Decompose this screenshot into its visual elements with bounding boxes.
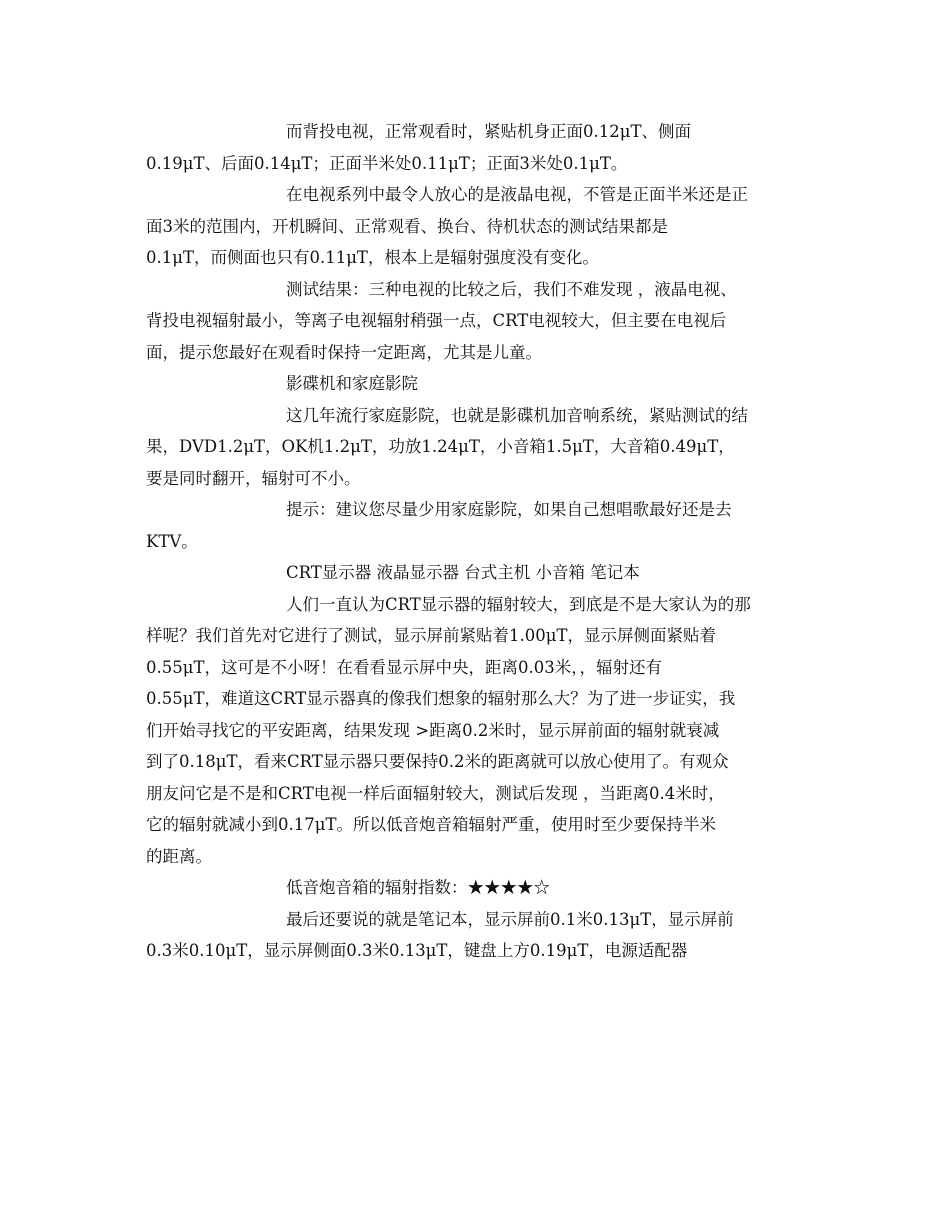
text-line: 面，提示您最好在观看时保持一定距离，尤其是儿童。: [146, 342, 542, 362]
text-line: 提示：建议您尽量少用家庭影院，如果自己想唱歌最好还是去: [286, 500, 732, 519]
text-line: CRT显示器 液晶显示器 台式主机 小音箱 笔记本: [286, 563, 640, 582]
text-line: 测试结果：三种电视的比较之后，我们不难发现 ，液晶电视、: [286, 279, 737, 299]
text-line: 朋友问它是不是和CRT电视一样后面辐射较大，测试后发现 ，当距离0.4米时，: [146, 783, 725, 803]
text-line: 而背投电视，正常观看时，紧贴机身正面0.12μT、侧面: [286, 122, 691, 141]
text-line: 们开始寻找它的平安距离，结果发现 >距离0.2米时，显示屏前面的辐射就衰减: [146, 720, 720, 740]
text-line: 样呢？我们首先对它进行了测试，显示屏前紧贴着1.00μT，显示屏侧面紧贴着: [146, 626, 716, 645]
text-line: 这几年流行家庭影院，也就是影碟机加音响系统，紧贴测试的结: [286, 405, 748, 425]
text-line: 背投电视辐射最小，等离子电视辐射稍强一点，CRT电视较大，但主要在电视后: [146, 311, 727, 330]
text-line: 0.55μT，难道这CRT显示器真的像我们想象的辐射那么大？为了进一步证实，我: [146, 689, 736, 708]
text-line: 影碟机和家庭影院: [286, 374, 418, 393]
text-line: 在电视系列中最令人放心的是液晶电视，不管是正面半米还是正: [286, 185, 748, 204]
text-line: 低音炮音箱的辐射指数：★★★★☆: [286, 878, 550, 897]
text-line: 最后还要说的就是笔记本，显示屏前0.1米0.13μT，显示屏前: [286, 909, 734, 929]
text-line: 到了0.18μT，看来CRT显示器只要保持0.2米的距离就可以放心使用了。有观众: [146, 752, 729, 771]
text-line: 面3米的范围内，开机瞬间、正常观看、换台、待机状态的测试结果都是: [146, 216, 668, 236]
text-line: 的距离。: [146, 846, 212, 866]
text-line: 它的辐射就减小到0.17μT。所以低音炮音箱辐射严重，使用时至少要保持半米: [146, 815, 716, 834]
text-line: 0.55μT，这可是不小呀！在看看显示屏中央，距离0.03米，，辐射还有: [146, 657, 662, 677]
text-line: 0.1μT，而侧面也只有0.11μT，根本上是辐射强度没有变化。: [146, 248, 599, 267]
text-line: 要是同时翻开，辐射可不小。: [146, 468, 361, 488]
text-line: 0.3米0.10μT，显示屏侧面0.3米0.13μT，键盘上方0.19μT，电源适配器: [146, 941, 688, 960]
text-line: 果，DVD1.2μT，OK机1.2μT，功放1.24μT，小音箱1.5μT，大音箱0.49μT，: [146, 437, 735, 456]
text-line: KTV。: [146, 531, 198, 551]
text-line: 人们一直认为CRT显示器的辐射较大，到底是不是大家认为的那: [286, 594, 751, 614]
document-body: [146, 116, 810, 967]
text-line: 0.19μT、后面0.14μT；正面半米处0.11μT；正面3米处0.1μT。: [146, 153, 628, 173]
